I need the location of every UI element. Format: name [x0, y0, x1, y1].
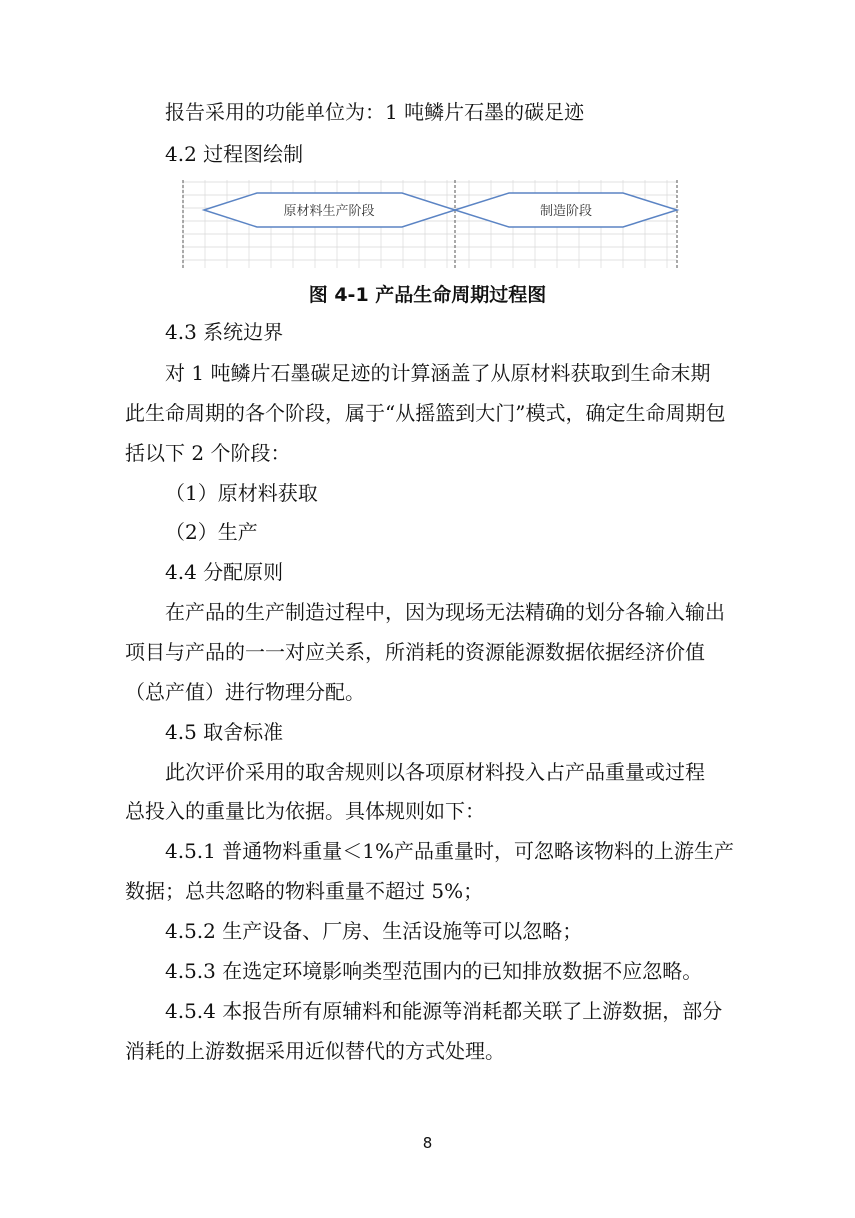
section-heading-4-4: 4.4 分配原则 — [165, 560, 284, 584]
section-heading-4-3: 4.3 系统边界 — [165, 320, 284, 344]
paragraph-line: 总投入的重量比为依据。具体规则如下： — [125, 799, 485, 823]
paragraph-line: 括以下 2 个阶段： — [125, 441, 291, 465]
paragraph-line: （总产值）进行物理分配。 — [125, 680, 365, 704]
paragraph-line: 对 1 吨鳞片石墨碳足迹的计算涵盖了从原材料获取到生命末期 — [165, 361, 711, 385]
paragraph-line: 项目与产品的一一对应关系，所消耗的资源能源数据依据经济价值 — [125, 640, 705, 664]
paragraph-line: 此次评价采用的取舍规则以各项原材料投入占产品重量或过程 — [165, 760, 705, 784]
paragraph-line: 数据；总共忽略的物料重量不超过 5%； — [125, 879, 484, 903]
section-heading-4-5: 4.5 取舍标准 — [165, 720, 284, 744]
section-heading-4-2: 4.2 过程图绘制 — [165, 142, 304, 166]
paragraph-line: 在产品的生产制造过程中，因为现场无法精确的划分各输入输出 — [165, 600, 725, 624]
list-item: （2）生产 — [165, 520, 258, 544]
paragraph-line: 4.5.4 本报告所有原辅料和能源等消耗都关联了上游数据，部分 — [165, 999, 723, 1023]
paragraph-line: 消耗的上游数据采用近似替代的方式处理。 — [125, 1039, 505, 1063]
page-number: 8 — [422, 1134, 433, 1152]
figure-caption: 图 4-1 产品生命周期过程图 — [308, 284, 547, 306]
stage-label-manufacturing: 制造阶段 — [539, 204, 593, 219]
functional-unit-line: 报告采用的功能单位为：1 吨鳞片石墨的碳足迹 — [165, 100, 585, 124]
paragraph-line: 4.5.1 普通物料重量＜1%产品重量时，可忽略该物料的上游生产 — [165, 839, 734, 863]
paragraph-line: 4.5.2 生产设备、厂房、生活设施等可以忽略； — [165, 919, 583, 943]
paragraph-line: 此生命周期的各个阶段，属于“从摇篮到大门”模式，确定生命周期包 — [125, 401, 726, 425]
list-item: （1）原材料获取 — [165, 481, 318, 505]
paragraph-line: 4.5.3 在选定环境影响类型范围内的已知排放数据不应忽略。 — [165, 959, 703, 983]
process-diagram — [0, 0, 855, 280]
stage-label-raw-material: 原材料生产阶段 — [283, 204, 375, 219]
